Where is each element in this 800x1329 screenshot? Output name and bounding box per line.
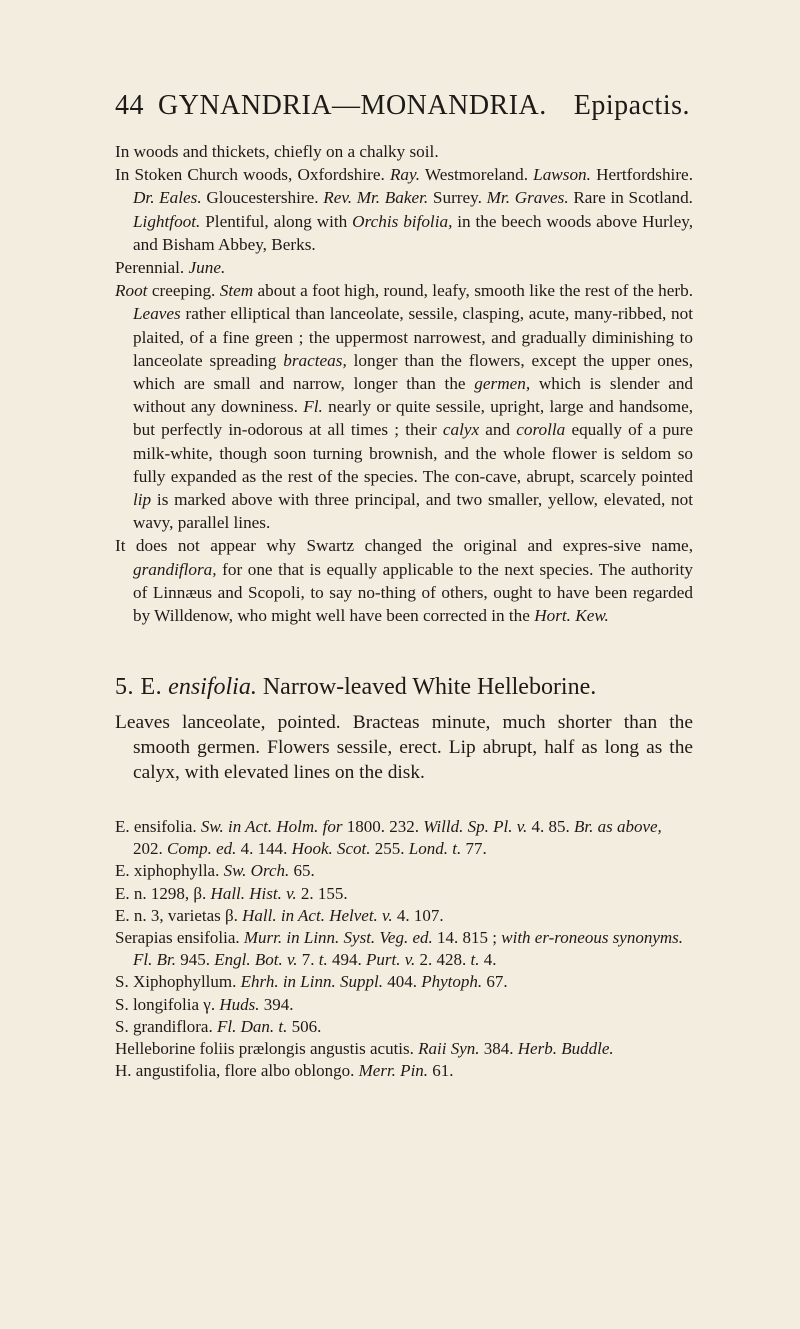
citation-reference: Merr. Pin. (358, 1061, 429, 1081)
species-name: ensifolia. (168, 674, 257, 700)
common-name: Narrow-leaved White Helleborine. (262, 674, 597, 700)
citation-text: 1800. 232. (342, 817, 424, 836)
citation-text: E. n. 3, varietas β. (115, 905, 243, 925)
citation-text: E. xiphophylla. (115, 861, 224, 881)
citation-text: 14. 815 ; (432, 928, 502, 948)
citation-text: S. grandiflora. (115, 1016, 217, 1036)
citation-reference: Purt. v. (365, 950, 416, 970)
citation-reference: Comp. ed. (167, 839, 237, 859)
synonym-entry (115, 1016, 693, 1038)
citation-reference: Phytoph. (421, 972, 483, 992)
note-paragraph: It does not appear why Swartz changed the original and expres-sive name, grandiflora, for one that is equally applicable to the next species. The authority of Linnæus and Scopoli, to say no-thing of others, ought to have been regarded by Willdenow, who might well have been corrected in the Hort. Kew. (115, 536, 693, 626)
synonym-entry (115, 1060, 693, 1082)
citation-text: 4. 144. (236, 839, 292, 859)
citation-text: Serapias ensifolia. (115, 928, 244, 948)
citation-text: 394. (259, 994, 294, 1014)
citation-reference: Engl. Bot. v. (214, 950, 298, 970)
citation-text: 494. (327, 950, 366, 970)
synonym-entry (115, 1038, 693, 1060)
citation-reference: Sw. Orch. (223, 861, 290, 881)
citation-reference: Ehrh. in Linn. Suppl. (240, 972, 383, 992)
citation-reference: Raii Syn. (418, 1039, 480, 1059)
running-title: GYNANDRIA—MONANDRIA. (158, 90, 547, 121)
citation-reference: t. (470, 950, 480, 970)
citation-reference: Murr. in Linn. Syst. Veg. ed. (243, 928, 433, 948)
citation-text: 65. (289, 861, 315, 881)
habitat-paragraph: In woods and thickets, chiefly on a chalky soil. (115, 142, 439, 161)
citation-text: 945. (175, 950, 215, 970)
citation-text: 404. (382, 972, 422, 992)
citation-reference: Huds. (219, 994, 260, 1014)
citation-text: 2. 155. (296, 883, 348, 903)
citation-text: 202. (133, 839, 167, 859)
citation-text: 4. 85. (527, 817, 574, 836)
synonym-entry (115, 994, 693, 1016)
synonym-entry (115, 971, 693, 993)
citation-text: 2. 428. (415, 950, 471, 970)
synonym-list (115, 816, 693, 1082)
description-paragraph: Root creeping. Stem about a foot high, round, leafy, smooth like the rest of the herb. Leaves rather elliptical than lanceolate, sessile, clasping, acute, many-ribbed, not plaited, of a fine green ; the uppermost narrowest, and gradually diminishing to lanceolate spreading bracteas, longer than the flowers, except the upper ones, which are small and narrow, longer than the germen, which is slender and without any downiness. Fl. nearly or quite sessile, upright, large and handsome, but perfectly in-odorous at all times ; their calyx and corolla equally of a pure milk-white, though soon turning brownish, and the whole flower is seldom so fully expanded as the rest of the species. The con-cave, abrupt, scarcely pointed lip is marked above with three principal, and two smaller, yellow, elevated, not wavy, parallel lines. (115, 281, 694, 533)
citation-text: 4. (479, 950, 497, 970)
citation-reference: Hook. Scot. (291, 839, 371, 859)
citation-reference: with er-roneous synonyms. Fl. Br. (133, 928, 684, 970)
citation-text: 77. (461, 839, 487, 859)
citation-reference: Fl. Dan. t. (216, 1016, 288, 1036)
citation-text: H. angustifolia, flore albo oblongo. (115, 1061, 359, 1081)
localities-paragraph: In Stoken Church woods, Oxfordshire. Ray. Westmoreland. Lawson. Hertfordshire. Dr. Eales. Gloucestershire. Rev. Mr. Baker. Surrey. Mr. Graves. Rare in Scotland. Lightfoot. Plentiful, along with Orchis bifolia, in the beech woods above Hurley, and Bisham Abbey, Berks. (115, 165, 693, 254)
citation-reference: t. (318, 950, 328, 970)
synonym-entry (115, 816, 693, 860)
citation-text: S. longifolia γ. (115, 994, 220, 1014)
citation-text: 384. (479, 1039, 518, 1059)
citation-text: 4. 107. (392, 905, 444, 925)
citation-reference: Br. as above, (573, 817, 662, 836)
duration-paragraph: Perennial. June. (115, 258, 226, 278)
species-number: 5. E. (115, 674, 163, 700)
citation-text: S. Xiphophyllum. (115, 972, 241, 992)
page-number: 44 (115, 90, 144, 121)
citation-text: E. ensifolia. (115, 817, 201, 836)
citation-reference: Hall. Hist. v. (210, 883, 297, 903)
species-4-text (115, 140, 693, 627)
citation-text: 7. (297, 950, 319, 970)
citation-text: E. n. 1298, β. (115, 883, 211, 903)
citation-text: Helleborine foliis prælongis angustis acutis. (115, 1039, 419, 1059)
citation-text: 506. (287, 1016, 322, 1036)
citation-reference: Hall. in Act. Helvet. v. (242, 905, 393, 925)
synonym-entry (115, 927, 693, 971)
citation-reference: Willd. Sp. Pl. v. (423, 817, 528, 836)
citation-reference: Herb. Buddle. (517, 1039, 614, 1059)
genus-name: Epipactis. (573, 90, 690, 121)
citation-reference: Sw. in Act. Holm. for (200, 817, 343, 836)
species-diagnosis: Leaves lanceolate, pointed. Bracteas minute, much shorter than the smooth germen. Flowers sessile, erect. Lip abrupt, half as long as the calyx, with elevated lines on the disk. (115, 712, 693, 783)
citation-reference: Lond. t. (408, 839, 462, 859)
citation-text: 255. (370, 839, 409, 859)
synonym-entry (115, 860, 693, 882)
citation-text: 61. (428, 1061, 454, 1081)
synonym-entry (115, 905, 693, 927)
running-header (115, 90, 690, 122)
synonym-entry (115, 883, 693, 905)
species-heading (115, 672, 693, 702)
citation-text: 67. (482, 972, 508, 992)
